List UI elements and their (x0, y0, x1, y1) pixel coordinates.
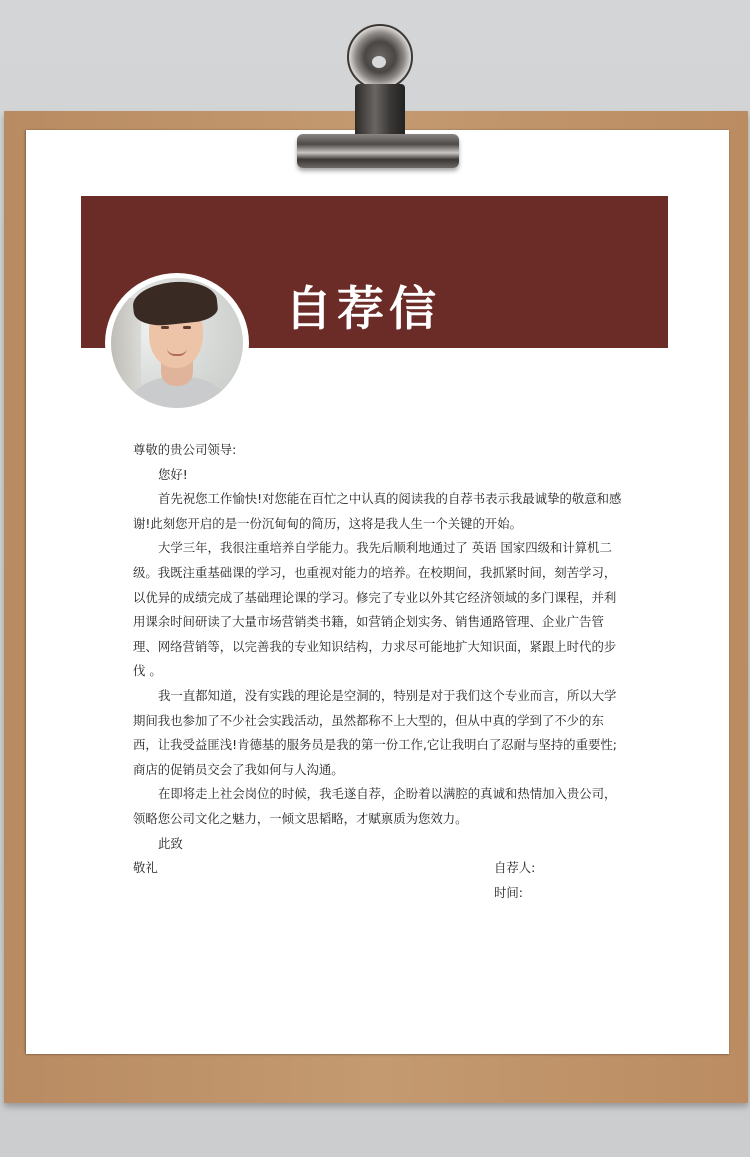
closing-cizhi: 此致 (158, 835, 183, 851)
signer-label: 自荐人: (494, 860, 536, 875)
clip-hole (372, 56, 386, 68)
paragraph-intro: 首先祝您工作愉快!对您能在百忙之中认真的阅读我的自荐书表示我最诚挚的敬意和感谢!此刻您开启的是一份沉甸甸的简历，这将是我人生一个关键的开始。 (133, 491, 622, 531)
photo-hair (131, 278, 219, 328)
clip-stem (355, 84, 405, 140)
page-title: 自荐信 (285, 282, 441, 337)
clip-base (297, 134, 459, 168)
salutation: 尊敬的贵公司领导: (133, 442, 237, 457)
avatar (111, 278, 243, 408)
date-label: 时间: (494, 884, 523, 900)
paragraph-education: 大学三年，我很注重培养自学能力。我先后顺利地通过了 英语 国家四级和计算机二级。我既注重基础课的学习，也重视对能力的培养。在校期间，我抓紧时间，刻苦学习，以优异的成绩完成了基础理论课的学习。修完了专业以外其它经济领域的多门课程，并利用课余时间研读了大量市场营销类书籍，如营销企划实务、销售通路管理、企业广告管理、网络营销等，以完善我的专业知识结构，力求尽可能地扩大知识面，紧跟上时代的步伐 。 (133, 540, 617, 679)
paragraph-conclusion: 在即将走上社会岗位的时候，我毛遂自荐，企盼着以满腔的真诚和热情加入贵公司，领略您公司文化之魅力，一倾文思韬略，才赋禀质为您效力。 (133, 786, 617, 826)
photo-eye-left (161, 326, 169, 329)
photo-eye-right (183, 326, 191, 329)
closing-jingli: 敬礼 (133, 860, 158, 876)
paragraph-practice: 我一直都知道，没有实践的理论是空洞的，特别是对于我们这个专业而言，所以大学期间我也参加了不少社会实践活动，虽然都称不上大型的，但从中真的学到了不少的东西，让我受益匪浅!肯德基的服务员是我的第一份工作,它让我明白了忍耐与坚持的重要性;商店的促销员交会了我如何与人沟通。 (133, 687, 617, 777)
letter-body (133, 438, 625, 881)
binder-clip-icon (297, 24, 462, 170)
signature-block (494, 856, 535, 905)
greeting: 您好! (158, 466, 188, 482)
